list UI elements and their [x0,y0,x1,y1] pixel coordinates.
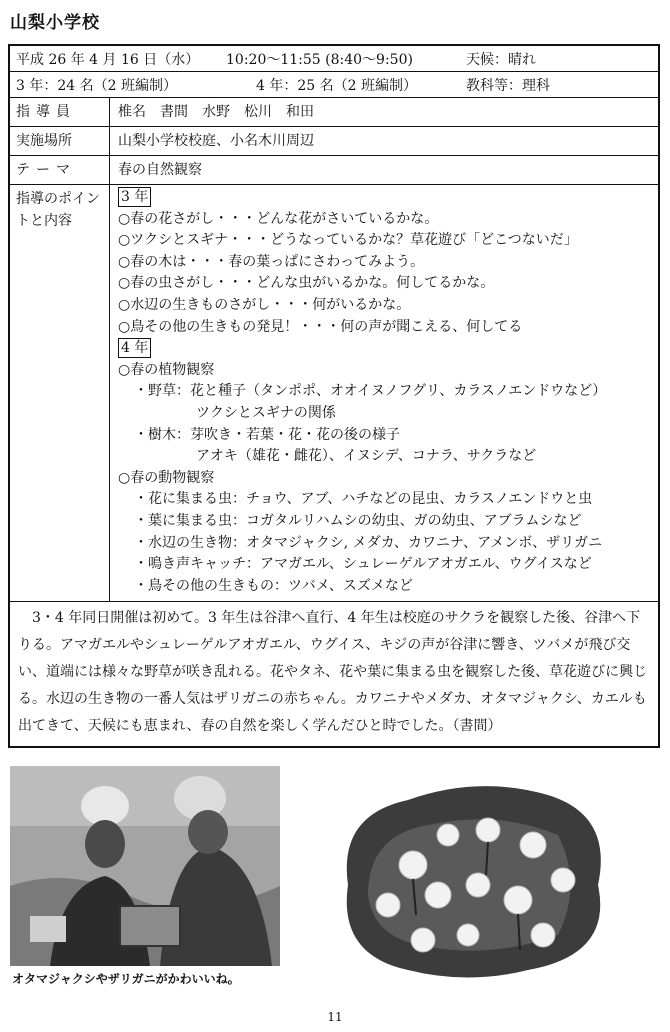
school-title: 山梨小学校 [10,13,100,33]
page-number: 11 [327,1010,343,1024]
activity-report-table [8,44,660,748]
animals-item: ・花に集まる虫：チョウ、アブ、ハチなどの昆虫、カラスノエンドウと虫 [134,491,593,508]
dandelion-photo-image [328,775,613,985]
grade3-item: ○春の木は・・・春の葉っぱにさわってみよう。 [118,253,425,270]
grade4-count: 4 年：25 名（2 班編制） [256,77,417,94]
leaders-value: 椎名 書間 水野 松川 和田 [118,104,314,120]
animals-item: ・鳴き声キャッチ：アマガエル、シュレーゲルアオガエル、ウグイスなど [134,556,592,573]
grade4-tag: 4 年 [118,338,151,358]
animals-heading: ○春の動物観察 [118,469,215,486]
plants-weeds-cont: ツクシとスギナの関係 [196,404,336,421]
grade3-item: ○水辺の生きものさがし・・・何がいるかな。 [118,296,411,313]
grade3-item: ○春の虫さがし・・・どんな虫がいるかな。何してるかな。 [118,275,495,292]
points-row [10,185,658,602]
info-row-grades [10,72,658,98]
subject-text: 教科等：理科 [466,77,550,94]
children-observing-photo [10,766,280,966]
animals-item: ・鳥その他の生きもの：ツバメ、スズメなど [134,577,413,594]
leaders-row [10,98,658,127]
grade3-item: ○ツクシとスギナ・・・どうなっているかな？草花遊び「どこつないだ」 [118,232,578,249]
grade3-tag: 3 年 [118,187,151,207]
grade3-count: 3 年：24 名（2 班編制） [16,77,177,94]
theme-label: テーマ [10,156,110,184]
photo-caption: オタマジャクシやザリガニがかわいいね。 [12,972,240,986]
weather-text: 天候：晴れ [466,51,536,68]
points-content [110,185,658,601]
plants-trees: ・樹木：芽吹き・若葉・花・花の後の様子 [134,426,400,443]
dandelion-photo [328,775,613,985]
children-photo-image [10,766,280,966]
grade3-item: ○春の花さがし・・・どんな花がさいているかな。 [118,210,439,227]
animals-item: ・水辺の生き物：オタマジャクシ, メダカ、カワニナ、アメンボ、ザリガニ [134,534,603,551]
leaders-label: 指導員 [10,98,110,126]
info-row-date [10,46,658,72]
theme-value: 春の自然観察 [118,162,202,178]
animals-item: ・葉に集まる虫：コガタルリハムシの幼虫、ガの幼虫、アブラムシなど [134,512,582,529]
summary-text: 3・4 年同日開催は初めて。3 年生は谷津へ直行、4 年生は校庭のサクラを観察した後、谷津へ下りる。アマガエルやシュレーゲルアオガエル、ウグイス、キジの声が谷津に響き、ツバメが飛び交い、道端には様々な野草が咲き乱れる。花やタネ、花や葉に集まる虫を観察した後、草花遊びに興じる。水辺の生き物の一番人気はザリガニの赤ちゃん。カワニナやメダカ、オタマジャクシ、カエルも出てきて、天候にも恵まれ、春の自然を楽しく学んだひと時でした。（書間） [18,610,648,735]
plants-trees-cont: アオキ（雄花・雌花）、イヌシデ、コナラ、サクラなど [196,448,537,465]
place-value: 山梨小学校校庭、小名木川周辺 [118,133,314,149]
date-text: 平成 26 年 4 月 16 日（水） [16,51,200,68]
plants-heading: ○春の植物観察 [118,361,215,378]
time-text: 10:20～11:55 (8:40～9:50) [226,51,413,68]
place-row [10,127,658,156]
points-label: 指導のポイントと内容 [10,185,110,601]
place-label: 実施場所 [10,127,110,155]
theme-row [10,156,658,185]
plants-weeds: ・野草：花と種子（タンポポ、オオイヌノフグリ、カラスノエンドウなど） [134,383,607,400]
grade3-item: ○鳥その他の生きもの発見！・・・何の声が聞こえる、何してる [118,318,523,335]
